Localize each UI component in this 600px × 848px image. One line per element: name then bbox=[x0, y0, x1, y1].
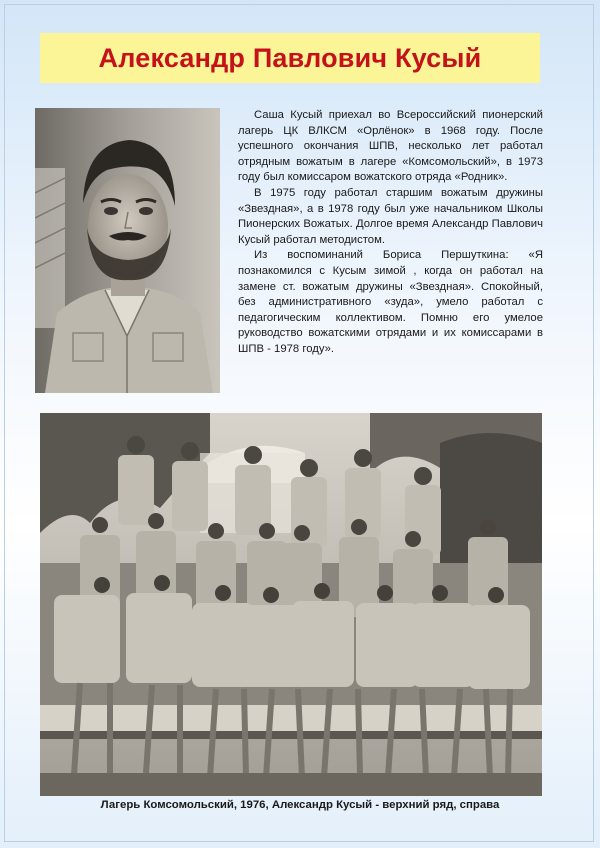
bio-paragraph-2: В 1975 году работал старшим вожатым дружины «Звездная», а в 1978 году был уже начальником Школы Пионерских Вожатых. Долгое время Александр Павлович Кусый работал методистом. bbox=[238, 186, 543, 246]
portrait-image bbox=[35, 108, 220, 393]
biography-text bbox=[238, 108, 543, 358]
bio-paragraph-1: Саша Кусый приехал во Всероссийский пионерский лагерь ЦК ВЛКСМ «Орлёнок» в 1968 году. После успешного окончания ШПВ, несколько лет работал отрядным вожатым в лагере «Комсомольский», в 1973 году был комиссаром вожатского отряда «Родник». bbox=[238, 109, 543, 184]
bio-paragraph-3: Из воспоминаний Бориса Першуткина: «Я познакомился с Кусым зимой , когда он работал на замене ст. вожатым дружины «Звездная». Спокойный, без административного «зуда», умело работал с педагогическим коллективом. Помню его умелое руководство вожатскими отрядами и их комиссарами в ШПВ - 1978 году». bbox=[238, 249, 543, 355]
group-photo bbox=[40, 413, 542, 796]
group-photo-image bbox=[40, 413, 542, 796]
page-title: Александр Павлович Кусый bbox=[98, 42, 482, 73]
title-banner bbox=[40, 33, 540, 83]
photo-caption: Лагерь Комсомольский, 1976, Александр Кусый - верхний ряд, справа bbox=[100, 799, 500, 811]
portrait-photo bbox=[35, 108, 220, 393]
